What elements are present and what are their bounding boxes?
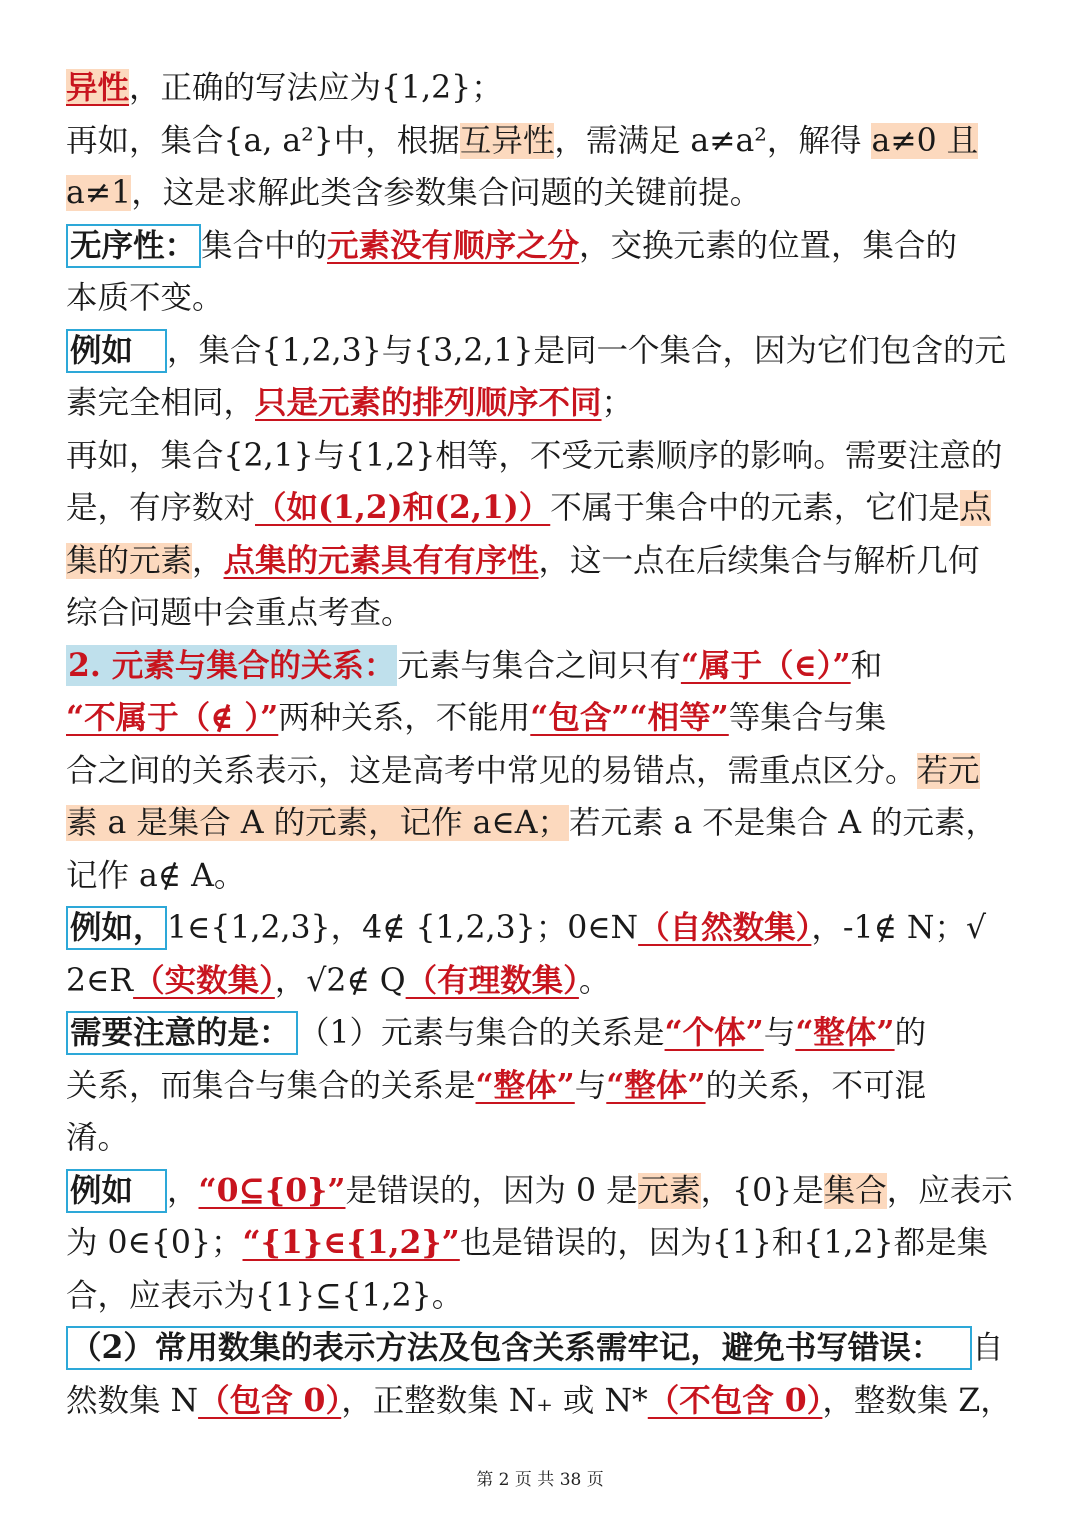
text-line: 为 0∈{0}；“{1}∈{1,2}”也是错误的，因为{1}和{1,2}都是集 [66, 1224, 989, 1261]
note-box-wide: （2）常用数集的表示方法及包含关系需牢记，避免书写错误： [66, 1326, 972, 1370]
text-line: 淆。 [66, 1120, 130, 1156]
note-box: 需要注意的是： [66, 1011, 298, 1055]
term-box-unordered: 无序性： [66, 224, 201, 268]
text-line: 再如，集合{a, a²}中，根据互异性，需满足 a≠a²，解得 a≠0 且 [66, 122, 979, 159]
text-line: 需要注意的是： （1）元素与集合的关系是“个体”与“整体”的 [66, 1007, 1016, 1060]
text-line: 综合问题中会重点考查。 [66, 595, 413, 631]
example-box: 例如 [66, 1169, 167, 1213]
text-line: 例如 ，集合{1,2,3}与{3,2,1}是同一个集合，因为它们包含的元 [66, 325, 1016, 378]
page-footer: 第 2 页 共 38 页 [476, 1470, 604, 1490]
text-line: 记作 a∉ A。 [66, 857, 246, 894]
text-line: 然数集 N（包含 0），正整数集 N₊ 或 N*（不包含 0），整数集 Z， [66, 1381, 1012, 1419]
text-line: 关系，而集合与集合的关系是“整体”与“整体”的关系，不可混 [66, 1066, 927, 1104]
text-line: 例如，1∈{1,2,3}，4∉ {1,2,3}；0∈N（自然数集），-1∉ N；√ [66, 902, 1016, 955]
text-line: 异性，正确的写法应为{1,2}； [66, 69, 503, 106]
text-line: 集的元素，点集的元素具有有序性，这一点在后续集合与解析几何 [66, 541, 980, 579]
text-line: “不属于（∉ ）”两种关系，不能用“包含”“相等”等集合与集 [66, 699, 887, 736]
text-line: 合之间的关系表示，这是高考中常见的易错点，需重点区分。若元 [66, 752, 980, 789]
text-line: 是，有序数对（如(1,2)和(2,1)）不属于集合中的元素，它们是点 [66, 489, 992, 526]
text-line: （2）常用数集的表示方法及包含关系需牢记，避免书写错误： 自 [66, 1322, 1016, 1375]
text-line: 2∈R（实数集），√2∉ Q（有理数集）。 [66, 961, 611, 999]
text-line: a≠1，这是求解此类含参数集合问题的关键前提。 [66, 175, 762, 211]
text-line: 无序性： 集合中的元素没有顺序之分，交换元素的位置，集合的 [66, 220, 1016, 273]
text-line: 素完全相同，只是元素的排列顺序不同； [66, 384, 634, 421]
text-line: 例如 ，“0⊆{0}”是错误的，因为 0 是元素，{0}是集合，应表示 [66, 1165, 1016, 1218]
section-heading-line: 2. 元素与集合的关系：元素与集合之间只有“属于（∈）”和 [68, 646, 883, 684]
text-line: 再如，集合{2,1}与{1,2}相等，不受元素顺序的影响。需要注意的 [66, 437, 1003, 474]
text-line: 本质不变。 [66, 280, 224, 316]
text-line: 合，应表示为{1}⊆{1,2}。 [66, 1277, 464, 1314]
example-box: 例如 [66, 329, 167, 373]
example-box: 例如， [66, 906, 167, 950]
text-line: 素 a 是集合 A 的元素，记作 a∈A；若元素 a 不是集合 A 的元素， [66, 805, 998, 841]
section-heading: 2. 元素与集合的关系： [68, 646, 396, 684]
document-body [66, 62, 1016, 1427]
